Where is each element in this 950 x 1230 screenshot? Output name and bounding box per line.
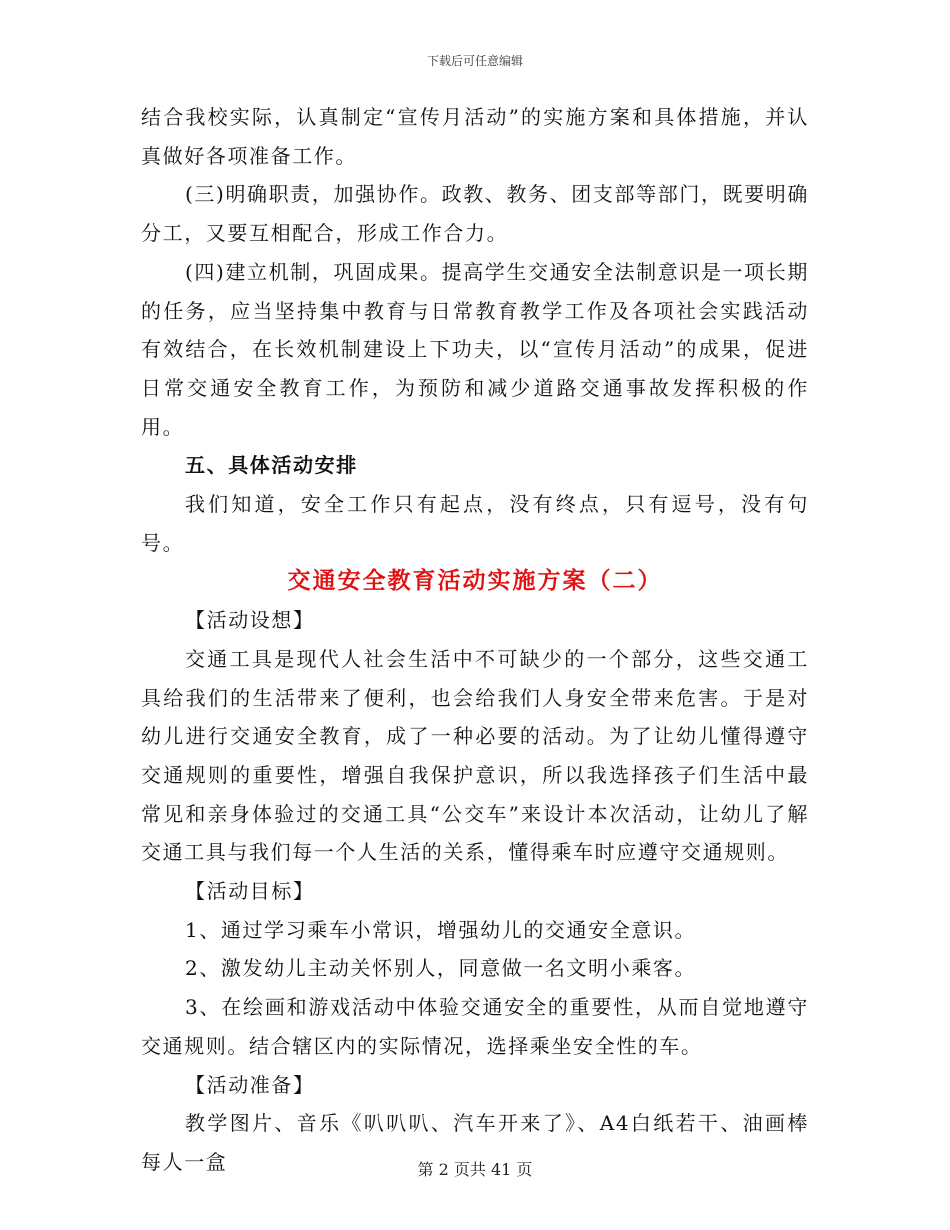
goal-item-3: 3、在绘画和游戏活动中体验交通安全的重要性，从而自觉地遵守交通规则。结合辖区内的实际情况，选择乘坐安全性的车。 [141,995,809,1058]
paragraph-responsibilities: (三)明确职责，加强协作。政教、教务、团支部等部门，既要明确分工，又要互相配合，形成工作合力。 [141,182,809,246]
goal-item-1: 1、通过学习乘车小常识，增强幼儿的交通安全意识。 [185,917,697,942]
document-title: 交通安全教育活动实施方案（二） [287,567,663,595]
goal-item-2: 2、激发幼儿主动关怀别人，同意做一名文明小乘客。 [185,956,697,981]
page-footer: 第 2 页共 41 页 [417,1160,533,1179]
paragraph-activity-prep: 教学图片、音乐《叭叭叭、汽车开来了》、A4白纸若干、油画棒每人一盒 [141,1111,809,1174]
paragraph-activity-idea: 交通工具是现代人社会生活中不可缺少的一个部分，这些交通工具给我们的生活带来了便利，也会给我们人身安全带来危害。于是对幼儿进行交通安全教育，成了一种必要的活动。为了让幼儿懂得遵守交通规则的重要性，增强自我保护意识，所以我选择孩子们生活中最常见和亲身体验过的交通工具“公交车”来设计本次活动，让幼儿了解交通工具与我们每一个人生活的关系，懂得乘车时应遵守交通规则。 [141,646,809,865]
paragraph-school-plan: 结合我校实际，认真制定“宣传月活动”的实施方案和具体措施，并认真做好各项准备工作。 [141,105,809,168]
document-body [141,98,809,1182]
page-header: 下载后可任意编辑 [426,54,523,68]
label-activity-goal: 【活动目标】 [185,879,315,904]
section-heading-schedule: 五、具体活动安排 [185,453,358,478]
label-activity-idea: 【活动设想】 [185,608,315,633]
paragraph-mechanism: (四)建立机制，巩固成果。提高学生交通安全法制意识是一项长期的任务，应当坚持集中教育与日常教育教学工作及各项社会实践活动有效结合，在长效机制建设上下功夫，以“宣传月活动”的成果，促进日常交通安全教育工作，为预防和减少道路交通事故发挥积极的作用。 [141,259,809,439]
paragraph-safety-statement: 我们知道，安全工作只有起点，没有终点，只有逗号，没有句号。 [141,492,809,555]
label-activity-prep: 【活动准备】 [185,1072,315,1097]
